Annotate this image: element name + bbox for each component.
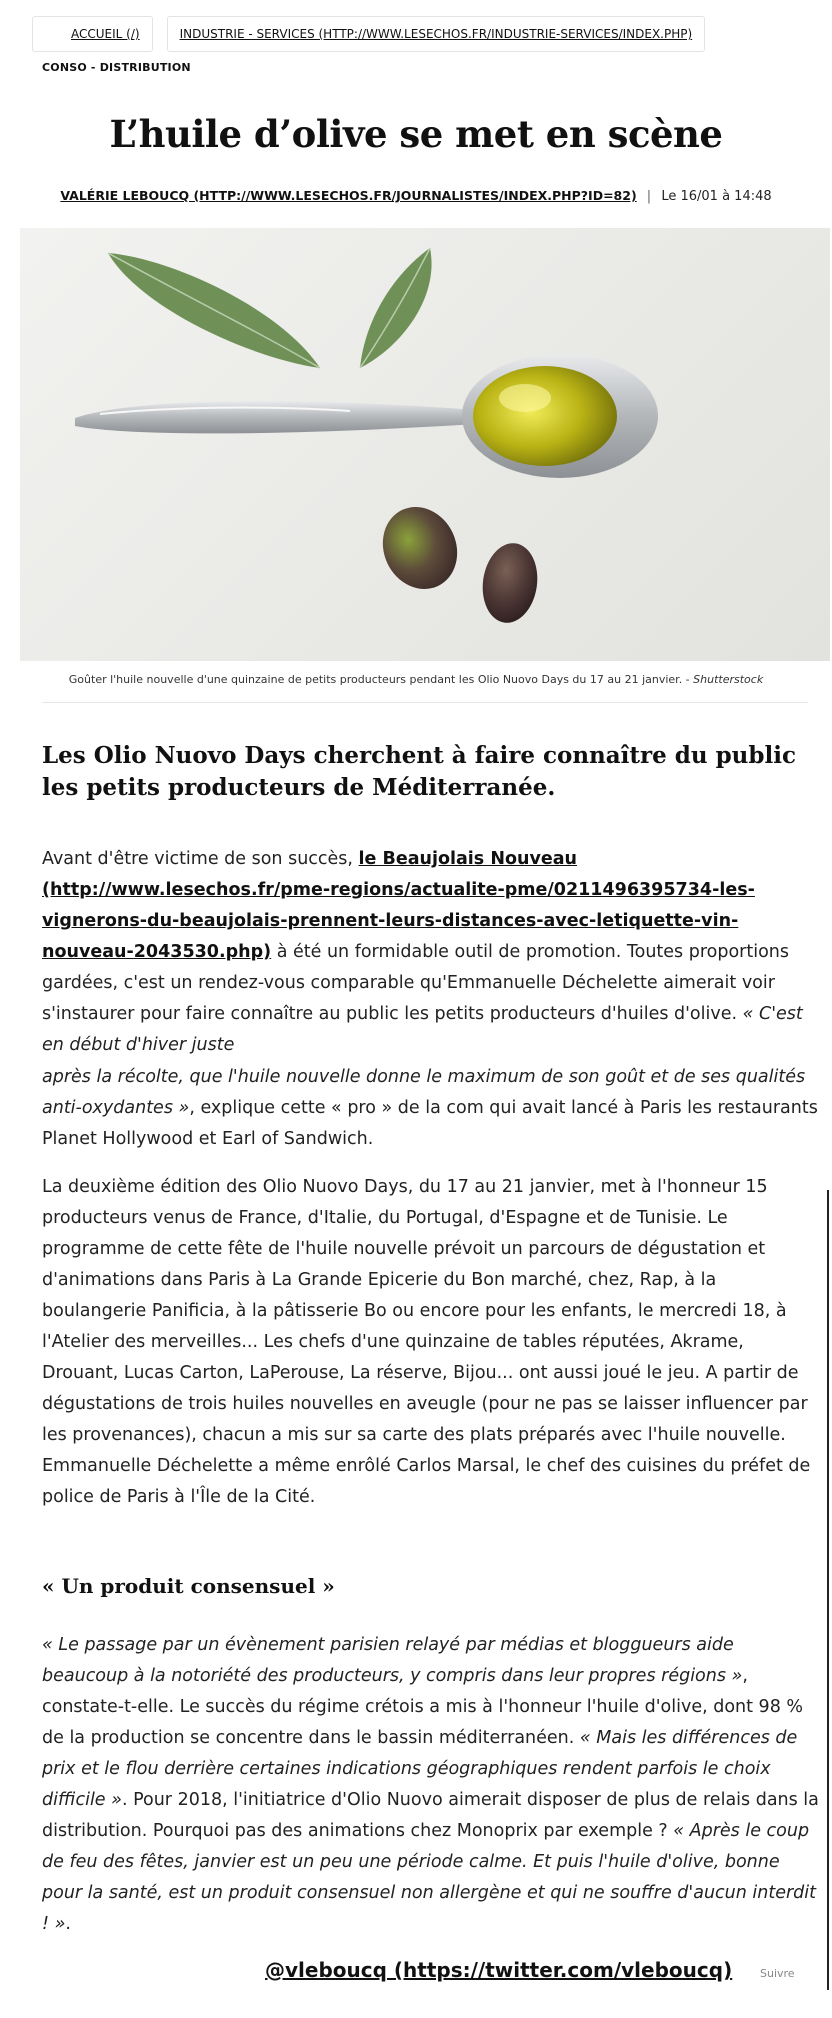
article-category: CONSO - DISTRIBUTION [42, 61, 191, 74]
image-caption [0, 673, 832, 686]
publish-date: Le 16/01 à 14:48 [661, 189, 772, 204]
article-paragraph-1-continued [42, 1062, 822, 1155]
divider [42, 702, 808, 703]
olive-dark [478, 540, 543, 627]
olive-oil-spoon-illustration [20, 228, 830, 661]
p3-quote-1: « Le passage par un évènement parisien relayé par médias et bloggueurs aide beaucoup à la notoriété des producteurs, y compris dans leur propres régions » [42, 1635, 743, 1686]
article-paragraph-1 [42, 844, 822, 1061]
p1-text-2: à été un formidable outil de promotion. Toutes proportions gardées, c'est un rendez-vous comparable qu'Emmanuelle Déchelette aimerait voir s'instaurer pour faire connaître au public les petits producteurs d'huiles d'olive. [42, 942, 789, 1024]
breadcrumb-section-link[interactable]: INDUSTRIE - SERVICES (HTTP://WWW.LESECHOS.FR/INDUSTRIE-SERVICES/INDEX.PHP) [167, 16, 706, 52]
article-paragraph-2: La deuxième édition des Olio Nuovo Days, du 17 au 21 janvier, met à l'honneur 15 producteurs venus de France, d'Italie, du Portugal, d'Espagne et de Tunisie. Le programme de cette fête de l'huile nouvelle prévoit un parcours de dégustation et d'animations dans Paris à La Grande Epicerie du Bon marché, chez, Rap, à la boulangerie Panificia, à la pâtisserie Bo ou encore pour les enfants, le mercredi 18, à l'Atelier des merveilles... Les chefs d'une quinzaine de tables réputées, Akrame, Drouant, Lucas Carton, LaPerouse, La réserve, Bijou... ont aussi joué le jeu. A partir de dégustations de trois huiles nouvelles en aveugle (pour ne pas se laisser influencer par les provenances), chacun a mis sur sa carte des plats préparés avec l'huile nouvelle. Emmanuelle Déchelette a même enrôlé Carlos Marsal, le chef des cuisines du préfet de police de Paris à l'Île de la Cité. [42, 1177, 811, 1507]
article-title: L’huile d’olive se met en scène [109, 112, 723, 156]
p3-quote-3: « Après le coup de feu des fêtes, janvier est un peu une période calme. Et puis l'huile d'olive, bonne pour la santé, est un produit consensuel non allergène et qui ne souffre d'aucun interdit ! » [42, 1821, 817, 1934]
author-link[interactable]: VALÉRIE LEBOUCQ (HTTP://WWW.LESECHOS.FR/JOURNALISTES/INDEX.PHP?ID=82) [60, 188, 637, 203]
article-paragraph-3 [42, 1630, 822, 1940]
byline-separator: | [646, 189, 652, 204]
olive-oil [473, 366, 617, 466]
image-credit: Shutterstock [693, 673, 764, 686]
p3-text-1: , constate-t-elle. Le succès du régime crétois a mis à l'honneur l'huile d'olive, dont 98 % de la production se concentre dans le bassin méditerranéen. [42, 1666, 804, 1748]
twitter-handle-link[interactable]: @vleboucq (https://twitter.com/vleboucq) [265, 1958, 733, 1982]
p1-quote-2: après la récolte, que l'huile nouvelle donne le maximum de son goût et de ses qualités anti-oxydantes » [42, 1067, 806, 1118]
caption-text: Goûter l'huile nouvelle d'une quinzaine de petits producteurs pendant les Olio Nuovo Days du 17 au 21 janvier. - [68, 673, 690, 686]
article-image [20, 228, 830, 661]
p1-text-1: Avant d'être victime de son succès, [42, 849, 359, 869]
breadcrumb-home-link[interactable]: ACCUEIL (/) [32, 16, 153, 52]
p1-quote-1: « C'est en début d'hiver juste [42, 1004, 803, 1055]
spoon-handle [75, 401, 475, 433]
p3-quote-2: « Mais les différences de prix et le flou derrière certaines indications géographiques rendent parfois le choix difficile » [42, 1728, 798, 1810]
side-border [827, 1190, 829, 1990]
beaujolais-nouveau-link[interactable]: le Beaujolais Nouveau (http://www.lesechos.fr/pme-regions/actualite-pme/0211496395734-les-vignerons-du-beaujolais-prennent-leurs-distances-avec-letiquette-vin-nouveau-2043530.php) [42, 849, 755, 962]
article-subheading: « Un produit consensuel » [42, 1574, 335, 1598]
p3-text-3: . [65, 1914, 71, 1934]
breadcrumb [32, 16, 705, 52]
byline [0, 188, 832, 204]
article-lede: Les Olio Nuovo Days cherchent à faire connaître du public les petits producteurs de Méditerranée. [42, 742, 796, 801]
olive-green [370, 495, 471, 602]
follow-button[interactable]: Suivre [760, 1967, 795, 1980]
p1-text-3: , explique cette « pro » de la com qui avait lancé à Paris les restaurants Planet Hollywood et Earl of Sandwich. [42, 1098, 818, 1149]
p3-text-2: . Pour 2018, l'initiatrice d'Olio Nuovo aimerait disposer de plus de relais dans la distribution. Pourquoi pas des animations chez Monoprix par exemple ? [42, 1790, 819, 1841]
